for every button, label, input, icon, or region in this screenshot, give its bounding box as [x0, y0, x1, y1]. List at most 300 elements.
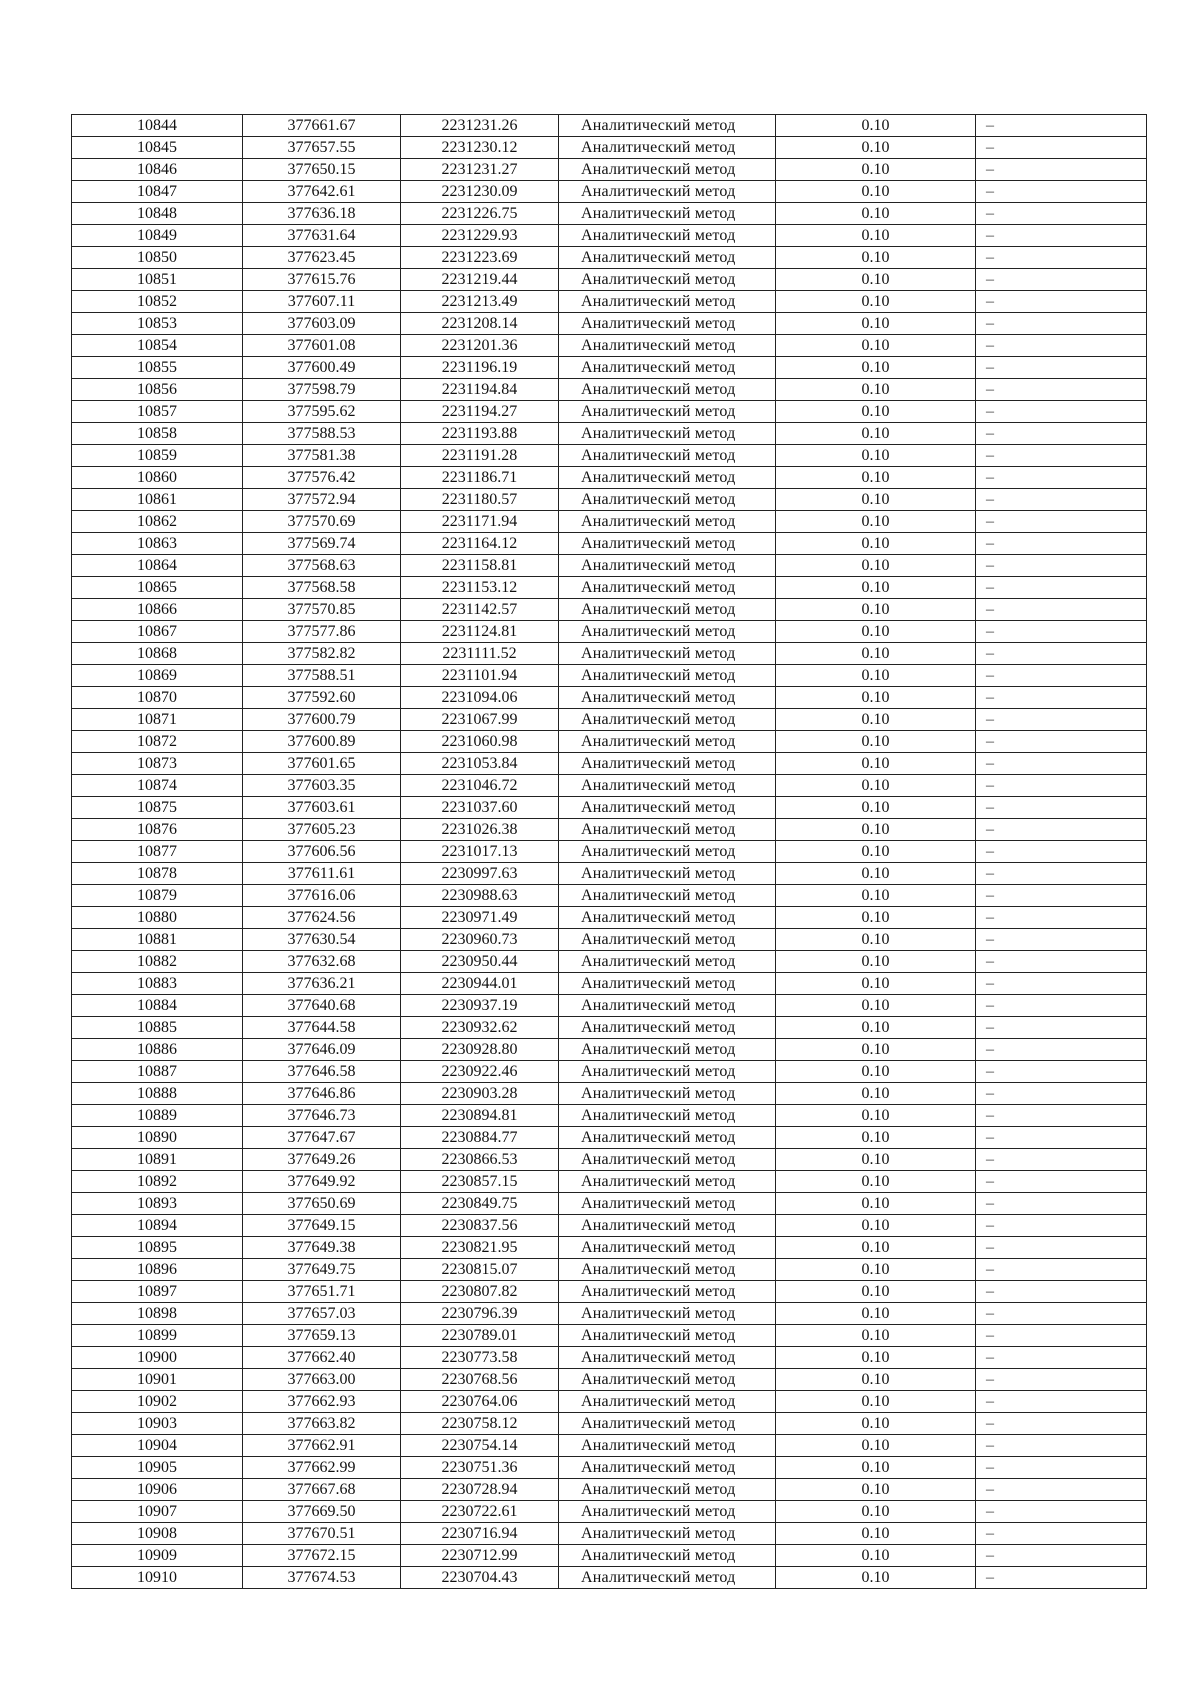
x-coordinate-cell: 377601.08 [243, 335, 401, 357]
y-coordinate-cell: 2231186.71 [401, 467, 559, 489]
point-number-cell: 10874 [72, 775, 243, 797]
x-coordinate-cell: 377631.64 [243, 225, 401, 247]
x-coordinate-cell: 377623.45 [243, 247, 401, 269]
x-coordinate-cell: 377588.51 [243, 665, 401, 687]
accuracy-cell: 0.10 [776, 1281, 976, 1303]
formula-cell: – [976, 1457, 1147, 1479]
x-coordinate-cell: 377646.86 [243, 1083, 401, 1105]
formula-cell: – [976, 401, 1147, 423]
point-number-cell: 10881 [72, 929, 243, 951]
y-coordinate-cell: 2230997.63 [401, 863, 559, 885]
table-row [72, 863, 1147, 885]
method-cell: Аналитический метод [559, 819, 776, 841]
point-number-cell: 10860 [72, 467, 243, 489]
point-number-cell: 10892 [72, 1171, 243, 1193]
y-coordinate-cell: 2231142.57 [401, 599, 559, 621]
y-coordinate-cell: 2230922.46 [401, 1061, 559, 1083]
accuracy-cell: 0.10 [776, 1413, 976, 1435]
formula-cell: – [976, 907, 1147, 929]
formula-cell: – [976, 1347, 1147, 1369]
formula-cell: – [976, 489, 1147, 511]
x-coordinate-cell: 377649.26 [243, 1149, 401, 1171]
formula-cell: – [976, 1017, 1147, 1039]
x-coordinate-cell: 377649.75 [243, 1259, 401, 1281]
formula-cell: – [976, 1325, 1147, 1347]
method-cell: Аналитический метод [559, 577, 776, 599]
y-coordinate-cell: 2231196.19 [401, 357, 559, 379]
method-cell: Аналитический метод [559, 753, 776, 775]
formula-cell: – [976, 357, 1147, 379]
x-coordinate-cell: 377624.56 [243, 907, 401, 929]
formula-cell: – [976, 929, 1147, 951]
accuracy-cell: 0.10 [776, 1017, 976, 1039]
method-cell: Аналитический метод [559, 533, 776, 555]
point-number-cell: 10870 [72, 687, 243, 709]
method-cell: Аналитический метод [559, 247, 776, 269]
point-number-cell: 10859 [72, 445, 243, 467]
point-number-cell: 10890 [72, 1127, 243, 1149]
accuracy-cell: 0.10 [776, 951, 976, 973]
table-row [72, 1545, 1147, 1567]
y-coordinate-cell: 2231231.27 [401, 159, 559, 181]
y-coordinate-cell: 2230884.77 [401, 1127, 559, 1149]
x-coordinate-cell: 377644.58 [243, 1017, 401, 1039]
method-cell: Аналитический метод [559, 379, 776, 401]
accuracy-cell: 0.10 [776, 489, 976, 511]
formula-cell: – [976, 423, 1147, 445]
method-cell: Аналитический метод [559, 335, 776, 357]
y-coordinate-cell: 2231194.84 [401, 379, 559, 401]
method-cell: Аналитический метод [559, 995, 776, 1017]
y-coordinate-cell: 2231067.99 [401, 709, 559, 731]
x-coordinate-cell: 377568.63 [243, 555, 401, 577]
table-row [72, 247, 1147, 269]
table-row [72, 1215, 1147, 1237]
formula-cell: – [976, 511, 1147, 533]
accuracy-cell: 0.10 [776, 247, 976, 269]
accuracy-cell: 0.10 [776, 863, 976, 885]
accuracy-cell: 0.10 [776, 1501, 976, 1523]
formula-cell: – [976, 995, 1147, 1017]
formula-cell: – [976, 1259, 1147, 1281]
method-cell: Аналитический метод [559, 1105, 776, 1127]
table-row [72, 1435, 1147, 1457]
y-coordinate-cell: 2231231.26 [401, 115, 559, 137]
accuracy-cell: 0.10 [776, 445, 976, 467]
formula-cell: – [976, 665, 1147, 687]
method-cell: Аналитический метод [559, 1061, 776, 1083]
y-coordinate-cell: 2230821.95 [401, 1237, 559, 1259]
formula-cell: – [976, 951, 1147, 973]
y-coordinate-cell: 2231229.93 [401, 225, 559, 247]
point-number-cell: 10850 [72, 247, 243, 269]
method-cell: Аналитический метод [559, 709, 776, 731]
y-coordinate-cell: 2231230.09 [401, 181, 559, 203]
y-coordinate-cell: 2230751.36 [401, 1457, 559, 1479]
point-number-cell: 10867 [72, 621, 243, 643]
accuracy-cell: 0.10 [776, 621, 976, 643]
table-row [72, 1369, 1147, 1391]
x-coordinate-cell: 377569.74 [243, 533, 401, 555]
point-number-cell: 10888 [72, 1083, 243, 1105]
formula-cell: – [976, 137, 1147, 159]
table-row [72, 379, 1147, 401]
x-coordinate-cell: 377674.53 [243, 1567, 401, 1589]
point-number-cell: 10905 [72, 1457, 243, 1479]
method-cell: Аналитический метод [559, 159, 776, 181]
method-cell: Аналитический метод [559, 313, 776, 335]
x-coordinate-cell: 377616.06 [243, 885, 401, 907]
accuracy-cell: 0.10 [776, 423, 976, 445]
point-number-cell: 10885 [72, 1017, 243, 1039]
accuracy-cell: 0.10 [776, 599, 976, 621]
method-cell: Аналитический метод [559, 1171, 776, 1193]
x-coordinate-cell: 377601.65 [243, 753, 401, 775]
table-row [72, 423, 1147, 445]
y-coordinate-cell: 2230932.62 [401, 1017, 559, 1039]
formula-cell: – [976, 731, 1147, 753]
accuracy-cell: 0.10 [776, 577, 976, 599]
method-cell: Аналитический метод [559, 1413, 776, 1435]
y-coordinate-cell: 2230722.61 [401, 1501, 559, 1523]
y-coordinate-cell: 2231153.12 [401, 577, 559, 599]
formula-cell: – [976, 687, 1147, 709]
point-number-cell: 10869 [72, 665, 243, 687]
x-coordinate-cell: 377632.68 [243, 951, 401, 973]
method-cell: Аналитический метод [559, 511, 776, 533]
method-cell: Аналитический метод [559, 951, 776, 973]
accuracy-cell: 0.10 [776, 357, 976, 379]
method-cell: Аналитический метод [559, 863, 776, 885]
x-coordinate-cell: 377595.62 [243, 401, 401, 423]
y-coordinate-cell: 2230866.53 [401, 1149, 559, 1171]
method-cell: Аналитический метод [559, 1391, 776, 1413]
method-cell: Аналитический метод [559, 1281, 776, 1303]
method-cell: Аналитический метод [559, 841, 776, 863]
method-cell: Аналитический метод [559, 1149, 776, 1171]
point-number-cell: 10897 [72, 1281, 243, 1303]
table-row [72, 555, 1147, 577]
point-number-cell: 10849 [72, 225, 243, 247]
y-coordinate-cell: 2231101.94 [401, 665, 559, 687]
point-number-cell: 10899 [72, 1325, 243, 1347]
table-row [72, 797, 1147, 819]
point-number-cell: 10876 [72, 819, 243, 841]
y-coordinate-cell: 2230758.12 [401, 1413, 559, 1435]
table-row [72, 1237, 1147, 1259]
y-coordinate-cell: 2231094.06 [401, 687, 559, 709]
method-cell: Аналитический метод [559, 687, 776, 709]
formula-cell: – [976, 379, 1147, 401]
x-coordinate-cell: 377650.69 [243, 1193, 401, 1215]
table-row [72, 1061, 1147, 1083]
accuracy-cell: 0.10 [776, 1567, 976, 1589]
table-row [72, 753, 1147, 775]
formula-cell: – [976, 1149, 1147, 1171]
x-coordinate-cell: 377615.76 [243, 269, 401, 291]
accuracy-cell: 0.10 [776, 1435, 976, 1457]
x-coordinate-cell: 377588.53 [243, 423, 401, 445]
formula-cell: – [976, 621, 1147, 643]
table-row [72, 1567, 1147, 1589]
y-coordinate-cell: 2230768.56 [401, 1369, 559, 1391]
method-cell: Аналитический метод [559, 1523, 776, 1545]
accuracy-cell: 0.10 [776, 1215, 976, 1237]
accuracy-cell: 0.10 [776, 709, 976, 731]
point-number-cell: 10891 [72, 1149, 243, 1171]
table-row [72, 445, 1147, 467]
accuracy-cell: 0.10 [776, 1391, 976, 1413]
method-cell: Аналитический метод [559, 115, 776, 137]
x-coordinate-cell: 377605.23 [243, 819, 401, 841]
method-cell: Аналитический метод [559, 1039, 776, 1061]
y-coordinate-cell: 2231158.81 [401, 555, 559, 577]
point-number-cell: 10902 [72, 1391, 243, 1413]
y-coordinate-cell: 2231219.44 [401, 269, 559, 291]
x-coordinate-cell: 377642.61 [243, 181, 401, 203]
formula-cell: – [976, 1479, 1147, 1501]
x-coordinate-cell: 377669.50 [243, 1501, 401, 1523]
point-number-cell: 10903 [72, 1413, 243, 1435]
x-coordinate-cell: 377570.85 [243, 599, 401, 621]
method-cell: Аналитический метод [559, 1369, 776, 1391]
y-coordinate-cell: 2231171.94 [401, 511, 559, 533]
formula-cell: – [976, 1523, 1147, 1545]
table-row [72, 401, 1147, 423]
method-cell: Аналитический метод [559, 137, 776, 159]
accuracy-cell: 0.10 [776, 973, 976, 995]
formula-cell: – [976, 819, 1147, 841]
table-row [72, 599, 1147, 621]
y-coordinate-cell: 2231201.36 [401, 335, 559, 357]
x-coordinate-cell: 377662.93 [243, 1391, 401, 1413]
y-coordinate-cell: 2231226.75 [401, 203, 559, 225]
accuracy-cell: 0.10 [776, 137, 976, 159]
x-coordinate-cell: 377600.89 [243, 731, 401, 753]
accuracy-cell: 0.10 [776, 1479, 976, 1501]
y-coordinate-cell: 2230716.94 [401, 1523, 559, 1545]
accuracy-cell: 0.10 [776, 533, 976, 555]
method-cell: Аналитический метод [559, 445, 776, 467]
y-coordinate-cell: 2230796.39 [401, 1303, 559, 1325]
formula-cell: – [976, 335, 1147, 357]
method-cell: Аналитический метод [559, 1127, 776, 1149]
x-coordinate-cell: 377650.15 [243, 159, 401, 181]
point-number-cell: 10854 [72, 335, 243, 357]
x-coordinate-cell: 377661.67 [243, 115, 401, 137]
y-coordinate-cell: 2230849.75 [401, 1193, 559, 1215]
method-cell: Аналитический метод [559, 1501, 776, 1523]
point-number-cell: 10901 [72, 1369, 243, 1391]
method-cell: Аналитический метод [559, 1457, 776, 1479]
point-number-cell: 10900 [72, 1347, 243, 1369]
accuracy-cell: 0.10 [776, 841, 976, 863]
method-cell: Аналитический метод [559, 665, 776, 687]
formula-cell: – [976, 555, 1147, 577]
formula-cell: – [976, 181, 1147, 203]
method-cell: Аналитический метод [559, 1545, 776, 1567]
table-row [72, 1127, 1147, 1149]
table-row [72, 291, 1147, 313]
table-row [72, 1347, 1147, 1369]
table-row [72, 951, 1147, 973]
y-coordinate-cell: 2230712.99 [401, 1545, 559, 1567]
point-number-cell: 10880 [72, 907, 243, 929]
y-coordinate-cell: 2231191.28 [401, 445, 559, 467]
table-row [72, 1413, 1147, 1435]
method-cell: Аналитический метод [559, 1193, 776, 1215]
formula-cell: – [976, 577, 1147, 599]
table-row [72, 643, 1147, 665]
accuracy-cell: 0.10 [776, 181, 976, 203]
table-row [72, 181, 1147, 203]
table-row [72, 1083, 1147, 1105]
formula-cell: – [976, 863, 1147, 885]
table-row [72, 533, 1147, 555]
y-coordinate-cell: 2230988.63 [401, 885, 559, 907]
table-row [72, 665, 1147, 687]
point-number-cell: 10909 [72, 1545, 243, 1567]
y-coordinate-cell: 2230754.14 [401, 1435, 559, 1457]
table-row [72, 137, 1147, 159]
accuracy-cell: 0.10 [776, 885, 976, 907]
formula-cell: – [976, 445, 1147, 467]
formula-cell: – [976, 1391, 1147, 1413]
point-number-cell: 10878 [72, 863, 243, 885]
formula-cell: – [976, 1105, 1147, 1127]
x-coordinate-cell: 377670.51 [243, 1523, 401, 1545]
x-coordinate-cell: 377662.99 [243, 1457, 401, 1479]
accuracy-cell: 0.10 [776, 929, 976, 951]
x-coordinate-cell: 377582.82 [243, 643, 401, 665]
formula-cell: – [976, 467, 1147, 489]
formula-cell: – [976, 643, 1147, 665]
table-row [72, 1479, 1147, 1501]
x-coordinate-cell: 377647.67 [243, 1127, 401, 1149]
x-coordinate-cell: 377606.56 [243, 841, 401, 863]
x-coordinate-cell: 377657.55 [243, 137, 401, 159]
y-coordinate-cell: 2231037.60 [401, 797, 559, 819]
y-coordinate-cell: 2231230.12 [401, 137, 559, 159]
y-coordinate-cell: 2230837.56 [401, 1215, 559, 1237]
accuracy-cell: 0.10 [776, 115, 976, 137]
y-coordinate-cell: 2230815.07 [401, 1259, 559, 1281]
point-number-cell: 10898 [72, 1303, 243, 1325]
formula-cell: – [976, 1061, 1147, 1083]
formula-cell: – [976, 291, 1147, 313]
table-row [72, 115, 1147, 137]
x-coordinate-cell: 377600.49 [243, 357, 401, 379]
point-number-cell: 10863 [72, 533, 243, 555]
x-coordinate-cell: 377568.58 [243, 577, 401, 599]
y-coordinate-cell: 2231208.14 [401, 313, 559, 335]
point-number-cell: 10866 [72, 599, 243, 621]
x-coordinate-cell: 377577.86 [243, 621, 401, 643]
y-coordinate-cell: 2230937.19 [401, 995, 559, 1017]
point-number-cell: 10868 [72, 643, 243, 665]
method-cell: Аналитический метод [559, 1347, 776, 1369]
point-number-cell: 10872 [72, 731, 243, 753]
formula-cell: – [976, 1237, 1147, 1259]
accuracy-cell: 0.10 [776, 1325, 976, 1347]
table-row [72, 731, 1147, 753]
x-coordinate-cell: 377592.60 [243, 687, 401, 709]
table-row [72, 1303, 1147, 1325]
accuracy-cell: 0.10 [776, 159, 976, 181]
method-cell: Аналитический метод [559, 929, 776, 951]
formula-cell: – [976, 203, 1147, 225]
accuracy-cell: 0.10 [776, 907, 976, 929]
method-cell: Аналитический метод [559, 1479, 776, 1501]
method-cell: Аналитический метод [559, 423, 776, 445]
formula-cell: – [976, 973, 1147, 995]
table-row [72, 1281, 1147, 1303]
x-coordinate-cell: 377662.91 [243, 1435, 401, 1457]
table-row [72, 687, 1147, 709]
point-number-cell: 10871 [72, 709, 243, 731]
x-coordinate-cell: 377611.61 [243, 863, 401, 885]
formula-cell: – [976, 115, 1147, 137]
point-number-cell: 10910 [72, 1567, 243, 1589]
table-row [72, 489, 1147, 511]
point-number-cell: 10873 [72, 753, 243, 775]
x-coordinate-cell: 377607.11 [243, 291, 401, 313]
accuracy-cell: 0.10 [776, 555, 976, 577]
accuracy-cell: 0.10 [776, 1303, 976, 1325]
y-coordinate-cell: 2230764.06 [401, 1391, 559, 1413]
table-row [72, 1171, 1147, 1193]
y-coordinate-cell: 2231060.98 [401, 731, 559, 753]
method-cell: Аналитический метод [559, 599, 776, 621]
y-coordinate-cell: 2231193.88 [401, 423, 559, 445]
y-coordinate-cell: 2230857.15 [401, 1171, 559, 1193]
table-row [72, 225, 1147, 247]
point-number-cell: 10856 [72, 379, 243, 401]
accuracy-cell: 0.10 [776, 995, 976, 1017]
point-number-cell: 10853 [72, 313, 243, 335]
point-number-cell: 10864 [72, 555, 243, 577]
point-number-cell: 10886 [72, 1039, 243, 1061]
accuracy-cell: 0.10 [776, 1149, 976, 1171]
point-number-cell: 10882 [72, 951, 243, 973]
point-number-cell: 10896 [72, 1259, 243, 1281]
table-row [72, 1391, 1147, 1413]
point-number-cell: 10851 [72, 269, 243, 291]
point-number-cell: 10847 [72, 181, 243, 203]
method-cell: Аналитический метод [559, 225, 776, 247]
accuracy-cell: 0.10 [776, 1259, 976, 1281]
point-number-cell: 10852 [72, 291, 243, 313]
table-row [72, 577, 1147, 599]
y-coordinate-cell: 2230773.58 [401, 1347, 559, 1369]
accuracy-cell: 0.10 [776, 731, 976, 753]
x-coordinate-cell: 377646.09 [243, 1039, 401, 1061]
accuracy-cell: 0.10 [776, 643, 976, 665]
x-coordinate-cell: 377598.79 [243, 379, 401, 401]
formula-cell: – [976, 1545, 1147, 1567]
method-cell: Аналитический метод [559, 1083, 776, 1105]
point-number-cell: 10844 [72, 115, 243, 137]
formula-cell: – [976, 1501, 1147, 1523]
formula-cell: – [976, 775, 1147, 797]
method-cell: Аналитический метод [559, 1435, 776, 1457]
formula-cell: – [976, 313, 1147, 335]
x-coordinate-cell: 377663.82 [243, 1413, 401, 1435]
accuracy-cell: 0.10 [776, 203, 976, 225]
formula-cell: – [976, 1215, 1147, 1237]
x-coordinate-cell: 377649.92 [243, 1171, 401, 1193]
y-coordinate-cell: 2230728.94 [401, 1479, 559, 1501]
